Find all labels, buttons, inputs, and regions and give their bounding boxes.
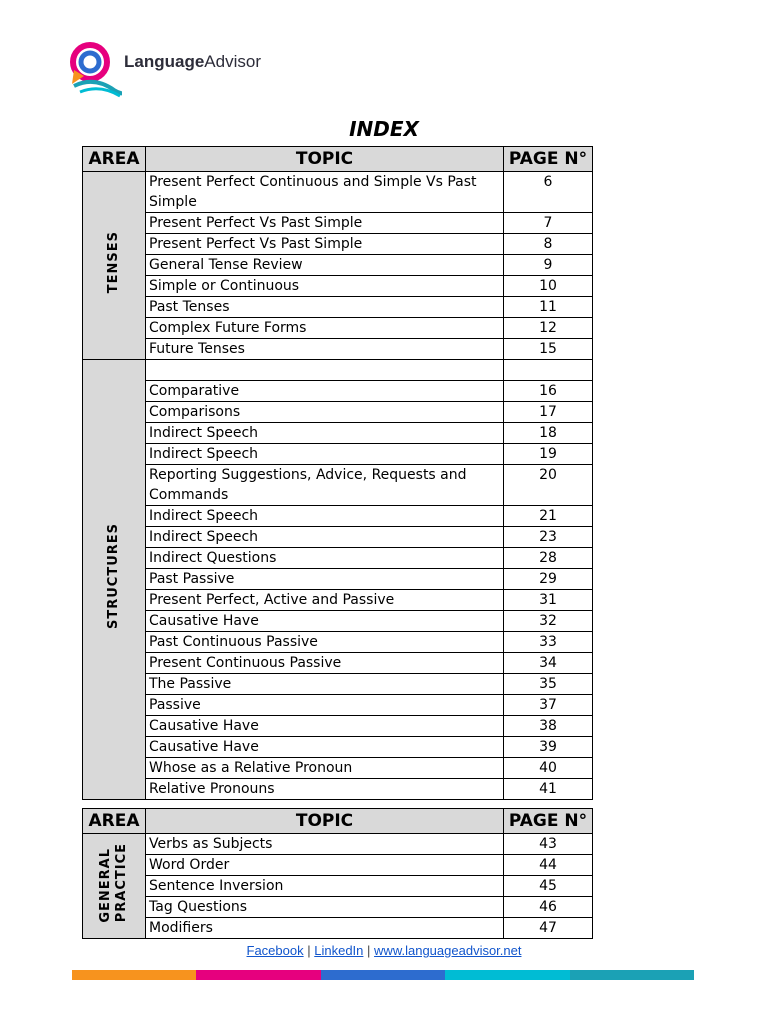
table-row xyxy=(83,527,593,548)
logo-mark-icon xyxy=(70,40,122,100)
topic-cell: Indirect Speech xyxy=(146,506,504,527)
topic-cell: The Passive xyxy=(146,674,504,695)
general-practice-section xyxy=(83,834,593,939)
table-row xyxy=(83,897,593,918)
page-number-cell: 16 xyxy=(504,381,593,402)
area-cell xyxy=(83,172,146,360)
topic-cell: Comparisons xyxy=(146,402,504,423)
table-row xyxy=(83,465,593,506)
topic-cell: Present Perfect, Active and Passive xyxy=(146,590,504,611)
header-page: PAGE N° xyxy=(504,809,593,834)
page-number-cell: 32 xyxy=(504,611,593,632)
table-row xyxy=(83,360,593,381)
topic-cell: Causative Have xyxy=(146,611,504,632)
table-row xyxy=(83,716,593,737)
page-number-cell: 45 xyxy=(504,876,593,897)
page-number-cell: 39 xyxy=(504,737,593,758)
footer-separator: | xyxy=(367,943,371,958)
table-row xyxy=(83,276,593,297)
table-row xyxy=(83,855,593,876)
brand-logo xyxy=(70,40,330,100)
area-label: TENSES xyxy=(106,231,121,294)
page-number-cell: 47 xyxy=(504,918,593,939)
table-row xyxy=(83,402,593,423)
page-number-cell: 8 xyxy=(504,234,593,255)
table-row xyxy=(83,381,593,402)
page-number-cell: 40 xyxy=(504,758,593,779)
table-row xyxy=(83,255,593,276)
header-topic: TOPIC xyxy=(146,809,504,834)
table-header-row xyxy=(83,147,593,172)
topic-cell: Present Continuous Passive xyxy=(146,653,504,674)
page-number-cell: 9 xyxy=(504,255,593,276)
table-row xyxy=(83,172,593,213)
page-number-cell: 37 xyxy=(504,695,593,716)
page-number-cell: 10 xyxy=(504,276,593,297)
color-bar-segment xyxy=(72,970,196,980)
table-row xyxy=(83,318,593,339)
topic-cell: Verbs as Subjects xyxy=(146,834,504,855)
blank-cell xyxy=(504,360,593,381)
page-number-cell: 43 xyxy=(504,834,593,855)
table-row xyxy=(83,297,593,318)
color-bar-segment xyxy=(196,970,320,980)
topic-cell: Passive xyxy=(146,695,504,716)
topic-cell: Tag Questions xyxy=(146,897,504,918)
topic-cell: Present Perfect Vs Past Simple xyxy=(146,234,504,255)
topic-cell: Whose as a Relative Pronoun xyxy=(146,758,504,779)
table-row xyxy=(83,548,593,569)
table-row xyxy=(83,590,593,611)
header-topic: TOPIC xyxy=(146,147,504,172)
header-area: AREA xyxy=(83,147,146,172)
topic-cell: Indirect Speech xyxy=(146,423,504,444)
page-number-cell: 33 xyxy=(504,632,593,653)
topic-cell: Past Passive xyxy=(146,569,504,590)
page-number-cell: 38 xyxy=(504,716,593,737)
table-row xyxy=(83,674,593,695)
page-number-cell: 7 xyxy=(504,213,593,234)
topic-cell: Word Order xyxy=(146,855,504,876)
topic-cell: Causative Have xyxy=(146,716,504,737)
table-row xyxy=(83,569,593,590)
topic-cell: Present Perfect Continuous and Simple Vs Past Simple xyxy=(146,172,504,213)
page-number-cell: 44 xyxy=(504,855,593,876)
page-number-cell: 21 xyxy=(504,506,593,527)
page-number-cell: 11 xyxy=(504,297,593,318)
table-row xyxy=(83,695,593,716)
topic-cell: Relative Pronouns xyxy=(146,779,504,800)
area-label: PRACTICE xyxy=(114,843,129,923)
header-page: PAGE N° xyxy=(504,147,593,172)
footer-separator: | xyxy=(307,943,311,958)
table-row xyxy=(83,834,593,855)
index-table-general xyxy=(82,808,593,939)
topic-cell: General Tense Review xyxy=(146,255,504,276)
page-number-cell: 34 xyxy=(504,653,593,674)
page-number-cell: 15 xyxy=(504,339,593,360)
header-area: AREA xyxy=(83,809,146,834)
page-number-cell: 31 xyxy=(504,590,593,611)
table-row xyxy=(83,737,593,758)
structures-section xyxy=(83,360,593,800)
page-number-cell: 18 xyxy=(504,423,593,444)
topic-cell: Modifiers xyxy=(146,918,504,939)
page-number-cell: 46 xyxy=(504,897,593,918)
page-number-cell: 20 xyxy=(504,465,593,506)
area-label: GENERAL xyxy=(98,847,113,923)
table-header-row xyxy=(83,809,593,834)
topic-cell: Complex Future Forms xyxy=(146,318,504,339)
table-row xyxy=(83,234,593,255)
color-bar-segment xyxy=(321,970,445,980)
color-bar-segment xyxy=(445,970,569,980)
index-table-main xyxy=(82,146,593,800)
topic-cell: Sentence Inversion xyxy=(146,876,504,897)
topic-cell: Indirect Speech xyxy=(146,444,504,465)
table-row xyxy=(83,423,593,444)
page-number-cell: 28 xyxy=(504,548,593,569)
topic-cell: Future Tenses xyxy=(146,339,504,360)
page-number-cell: 35 xyxy=(504,674,593,695)
table-row xyxy=(83,876,593,897)
topic-cell: Reporting Suggestions, Advice, Requests and Commands xyxy=(146,465,504,506)
website-link[interactable]: www.languageadvisor.net xyxy=(374,943,522,958)
page-title: INDEX xyxy=(349,117,419,141)
table-row xyxy=(83,339,593,360)
table-row xyxy=(83,918,593,939)
page-number-cell: 19 xyxy=(504,444,593,465)
area-cell xyxy=(83,834,146,939)
table-row xyxy=(83,758,593,779)
table-row xyxy=(83,653,593,674)
linkedin-link[interactable]: LinkedIn xyxy=(314,943,364,958)
table-row xyxy=(83,632,593,653)
tenses-section xyxy=(83,172,593,360)
topic-cell: Indirect Speech xyxy=(146,527,504,548)
brand-name: LanguageAdvisor xyxy=(124,52,261,71)
brand-color-bar xyxy=(72,970,694,980)
topic-cell: Causative Have xyxy=(146,737,504,758)
page-number-cell: 23 xyxy=(504,527,593,548)
table-row xyxy=(83,506,593,527)
page-number-cell: 12 xyxy=(504,318,593,339)
area-label: STRUCTURES xyxy=(106,523,121,630)
topic-cell: Comparative xyxy=(146,381,504,402)
topic-cell: Past Tenses xyxy=(146,297,504,318)
footer-links xyxy=(0,943,768,958)
table-row xyxy=(83,444,593,465)
page-number-cell: 17 xyxy=(504,402,593,423)
topic-cell: Present Perfect Vs Past Simple xyxy=(146,213,504,234)
facebook-link[interactable]: Facebook xyxy=(246,943,304,958)
blank-cell xyxy=(146,360,504,381)
topic-cell: Simple or Continuous xyxy=(146,276,504,297)
area-cell xyxy=(83,360,146,800)
page-number-cell: 29 xyxy=(504,569,593,590)
page-number-cell: 41 xyxy=(504,779,593,800)
table-row xyxy=(83,779,593,800)
topic-cell: Indirect Questions xyxy=(146,548,504,569)
topic-cell: Past Continuous Passive xyxy=(146,632,504,653)
color-bar-segment xyxy=(570,970,694,980)
page-number-cell: 6 xyxy=(504,172,593,213)
table-row xyxy=(83,213,593,234)
table-row xyxy=(83,611,593,632)
